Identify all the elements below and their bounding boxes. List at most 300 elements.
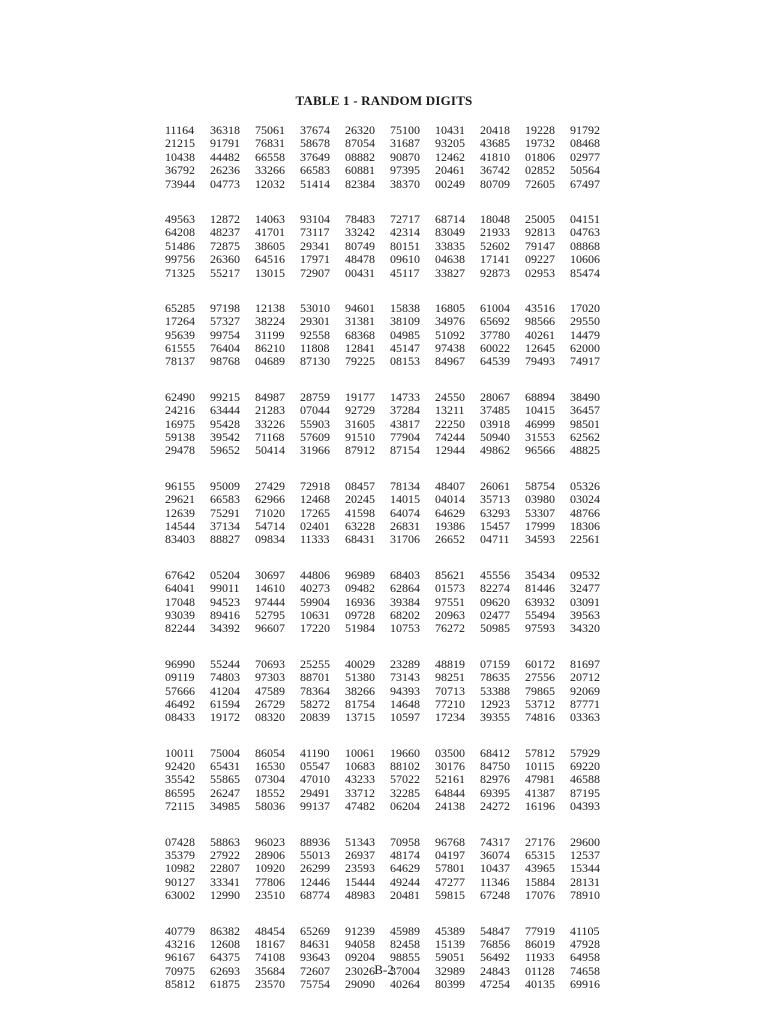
digit-group: 34976 [435, 314, 465, 329]
digit-group: 43216 [165, 936, 195, 951]
digit-group: 41190 [300, 745, 330, 760]
digit-group: 15457 [480, 518, 510, 533]
digit-group: 55244 [210, 656, 240, 671]
digit-group: 47589 [255, 683, 285, 698]
digit-group: 72115 [165, 799, 195, 814]
digit-block [165, 213, 615, 280]
digit-group: 10437 [480, 861, 510, 876]
digit-group: 53712 [525, 696, 555, 711]
digit-group: 84987 [255, 389, 285, 404]
digit-row [165, 431, 615, 444]
digit-group: 02953 [525, 265, 555, 280]
digit-group: 64516 [255, 252, 285, 267]
digit-row [165, 493, 615, 506]
digit-group: 64539 [480, 354, 510, 369]
digit-group: 87130 [300, 354, 330, 369]
digit-group: 73944 [165, 176, 195, 191]
digit-group: 31706 [390, 532, 420, 547]
digit-group: 87771 [570, 696, 600, 711]
digit-group: 43817 [390, 416, 420, 431]
digit-group: 10920 [255, 861, 285, 876]
digit-group: 36318 [210, 123, 240, 137]
digit-row [165, 622, 615, 635]
digit-group: 01806 [525, 149, 555, 164]
digit-group: 56492 [480, 950, 510, 965]
digit-group: 36792 [165, 163, 195, 178]
digit-group: 59138 [165, 430, 195, 445]
digit-group: 98501 [570, 416, 600, 431]
digit-group: 45989 [390, 923, 420, 938]
digit-block [165, 124, 615, 191]
digit-group: 48819 [435, 656, 465, 671]
digit-group: 40029 [345, 656, 375, 671]
digit-group: 79225 [345, 354, 375, 369]
digit-group: 26299 [300, 861, 330, 876]
digit-group: 75291 [210, 505, 240, 520]
digit-group: 78134 [390, 478, 420, 493]
digit-group: 15444 [345, 874, 375, 889]
digit-group: 90127 [165, 874, 195, 889]
digit-row [165, 124, 615, 137]
digit-group: 16530 [255, 759, 285, 774]
digit-group: 28759 [300, 389, 330, 404]
digit-group: 69916 [570, 977, 600, 992]
digit-group: 93205 [435, 136, 465, 151]
digit-group: 31966 [300, 443, 330, 458]
digit-row [165, 253, 615, 266]
digit-group: 82384 [345, 176, 375, 191]
digit-group: 14648 [390, 696, 420, 711]
digit-group: 40264 [390, 977, 420, 992]
digit-group: 97198 [210, 300, 240, 315]
digit-group: 09728 [345, 607, 375, 622]
digit-group: 76831 [255, 136, 285, 151]
digit-group: 76404 [210, 341, 240, 356]
digit-group: 52795 [255, 607, 285, 622]
digit-group: 62693 [210, 963, 240, 978]
digit-row [165, 533, 615, 546]
digit-group: 21215 [165, 136, 195, 151]
digit-group: 98768 [210, 354, 240, 369]
digit-block [165, 569, 615, 636]
digit-group: 41598 [345, 505, 375, 520]
digit-group: 51092 [435, 327, 465, 342]
digit-group: 64844 [435, 785, 465, 800]
digit-group: 03091 [570, 594, 600, 609]
digit-group: 22250 [435, 416, 465, 431]
digit-group: 19228 [525, 123, 555, 137]
digit-group: 96566 [525, 443, 555, 458]
digit-group: 43965 [525, 861, 555, 876]
digit-group: 03918 [480, 416, 510, 431]
digit-group: 25005 [525, 211, 555, 226]
digit-group: 68412 [480, 745, 510, 760]
digit-group: 92729 [345, 403, 375, 418]
digit-group: 76272 [435, 621, 465, 636]
digit-group: 77210 [435, 696, 465, 711]
digit-group: 10597 [390, 710, 420, 725]
digit-group: 02401 [300, 518, 330, 533]
digit-group: 30697 [255, 567, 285, 582]
digit-group: 44806 [300, 567, 330, 582]
digit-group: 09227 [525, 252, 555, 267]
digit-group: 87054 [345, 136, 375, 151]
digit-group: 99011 [210, 581, 240, 596]
digit-group: 68894 [525, 389, 555, 404]
digit-group: 61875 [210, 977, 240, 992]
digit-group: 57666 [165, 683, 195, 698]
digit-group: 93104 [300, 211, 330, 226]
digit-group: 75100 [390, 123, 420, 137]
digit-group: 14479 [570, 327, 600, 342]
digit-group: 87154 [390, 443, 420, 458]
digit-group: 62562 [570, 430, 600, 445]
digit-group: 38266 [345, 683, 375, 698]
digit-group: 02977 [570, 149, 600, 164]
digit-group: 72605 [525, 176, 555, 191]
digit-group: 27922 [210, 848, 240, 863]
digit-group: 47277 [435, 874, 465, 889]
digit-group: 20245 [345, 492, 375, 507]
digit-group: 93039 [165, 607, 195, 622]
digit-group: 12872 [210, 211, 240, 226]
digit-group: 48983 [345, 888, 375, 903]
digit-group: 18552 [255, 785, 285, 800]
digit-group: 10431 [435, 123, 465, 137]
digit-group: 22807 [210, 861, 240, 876]
digit-group: 37649 [300, 149, 330, 164]
digit-group: 68403 [390, 567, 420, 582]
digit-group: 07304 [255, 772, 285, 787]
digit-group: 09532 [570, 567, 600, 582]
digit-group: 92813 [525, 225, 555, 240]
digit-group: 36457 [570, 403, 600, 418]
digit-row [165, 302, 615, 315]
digit-group: 69395 [480, 785, 510, 800]
digit-group: 72717 [390, 211, 420, 226]
digit-group: 06204 [390, 799, 420, 814]
digit-group: 50564 [570, 163, 600, 178]
digit-group: 08320 [255, 710, 285, 725]
digit-group: 13715 [345, 710, 375, 725]
digit-group: 51486 [165, 238, 195, 253]
digit-group: 07159 [480, 656, 510, 671]
digit-group: 92069 [570, 683, 600, 698]
digit-group: 53307 [525, 505, 555, 520]
digit-group: 17971 [300, 252, 330, 267]
digit-group: 12990 [210, 888, 240, 903]
digit-group: 17141 [480, 252, 510, 267]
digit-group: 37485 [480, 403, 510, 418]
digit-group: 37134 [210, 518, 240, 533]
digit-group: 23026 [345, 963, 375, 978]
digit-row [165, 404, 615, 417]
digit-group: 96989 [345, 567, 375, 582]
digit-group: 33341 [210, 874, 240, 889]
digit-group: 23593 [345, 861, 375, 876]
digit-group: 45556 [480, 567, 510, 582]
digit-group: 63932 [525, 594, 555, 609]
digit-group: 81697 [570, 656, 600, 671]
digit-group: 24138 [435, 799, 465, 814]
digit-group: 96768 [435, 834, 465, 849]
digit-group: 77919 [525, 923, 555, 938]
digit-group: 47254 [480, 977, 510, 992]
digit-group: 48174 [390, 848, 420, 863]
digit-row [165, 849, 615, 862]
digit-group: 43685 [480, 136, 510, 151]
digit-group: 21283 [255, 403, 285, 418]
digit-group: 20963 [435, 607, 465, 622]
digit-group: 50414 [255, 443, 285, 458]
digit-group: 74108 [255, 950, 285, 965]
digit-group: 15838 [390, 300, 420, 315]
digit-group: 40135 [525, 977, 555, 992]
digit-group: 24550 [435, 389, 465, 404]
digit-group: 92558 [300, 327, 330, 342]
digit-group: 20712 [570, 670, 600, 685]
digit-group: 43516 [525, 300, 555, 315]
digit-group: 47010 [300, 772, 330, 787]
digit-group: 63228 [345, 518, 375, 533]
digit-group: 04763 [570, 225, 600, 240]
digit-group: 08433 [165, 710, 195, 725]
digit-group: 07428 [165, 834, 195, 849]
digit-group: 04638 [435, 252, 465, 267]
digit-row [165, 747, 615, 760]
digit-group: 45147 [390, 341, 420, 356]
digit-group: 79147 [525, 238, 555, 253]
digit-group: 49244 [390, 874, 420, 889]
digit-group: 23289 [390, 656, 420, 671]
digit-group: 38370 [390, 176, 420, 191]
digit-row [165, 862, 615, 875]
digit-group: 93643 [300, 950, 330, 965]
digit-group: 32989 [435, 963, 465, 978]
digit-group: 78635 [480, 670, 510, 685]
digit-group: 65269 [300, 923, 330, 938]
digit-group: 16805 [435, 300, 465, 315]
digit-row [165, 658, 615, 671]
digit-group: 04014 [435, 492, 465, 507]
digit-group: 09482 [345, 581, 375, 596]
digit-row [165, 671, 615, 684]
digit-group: 73117 [300, 225, 330, 240]
digit-group: 49563 [165, 211, 195, 226]
digit-group: 69220 [570, 759, 600, 774]
digit-group: 68202 [390, 607, 420, 622]
digit-row [165, 391, 615, 404]
digit-group: 04151 [570, 211, 600, 226]
digit-group: 82244 [165, 621, 195, 636]
digit-group: 77904 [390, 430, 420, 445]
digit-group: 98855 [390, 950, 420, 965]
digit-group: 03980 [525, 492, 555, 507]
digit-group: 34985 [210, 799, 240, 814]
digit-group: 83403 [165, 532, 195, 547]
digit-group: 95009 [210, 478, 240, 493]
digit-group: 96023 [255, 834, 285, 849]
digit-group: 04689 [255, 354, 285, 369]
digit-row [165, 315, 615, 328]
digit-group: 12944 [435, 443, 465, 458]
digit-group: 41105 [570, 923, 600, 938]
digit-group: 26061 [480, 478, 510, 493]
digit-group: 26247 [210, 785, 240, 800]
digit-group: 57609 [300, 430, 330, 445]
digit-group: 97444 [255, 594, 285, 609]
digit-group: 13015 [255, 265, 285, 280]
digit-group: 60881 [345, 163, 375, 178]
digit-group: 10606 [570, 252, 600, 267]
digit-group: 14063 [255, 211, 285, 226]
digit-group: 72907 [300, 265, 330, 280]
digit-group: 51343 [345, 834, 375, 849]
digit-block [165, 480, 615, 547]
digit-group: 91239 [345, 923, 375, 938]
digit-group: 72875 [210, 238, 240, 253]
digit-group: 61555 [165, 341, 195, 356]
digit-group: 09834 [255, 532, 285, 547]
digit-group: 75754 [300, 977, 330, 992]
digit-group: 94058 [345, 936, 375, 951]
digit-group: 17076 [525, 888, 555, 903]
digit-group: 33266 [255, 163, 285, 178]
digit-group: 04985 [390, 327, 420, 342]
digit-group: 48407 [435, 478, 465, 493]
digit-group: 08882 [345, 149, 375, 164]
digit-group: 98251 [435, 670, 465, 685]
digit-group: 80749 [345, 238, 375, 253]
digit-row [165, 329, 615, 342]
digit-group: 62000 [570, 341, 600, 356]
digit-group: 66558 [255, 149, 285, 164]
digit-group: 67497 [570, 176, 600, 191]
digit-row [165, 925, 615, 938]
digit-group: 40273 [300, 581, 330, 596]
digit-group: 20481 [390, 888, 420, 903]
digit-group: 81754 [345, 696, 375, 711]
digit-group: 57022 [390, 772, 420, 787]
digit-row [165, 609, 615, 622]
digit-group: 20461 [435, 163, 465, 178]
digit-group: 62966 [255, 492, 285, 507]
digit-group: 37004 [390, 963, 420, 978]
digit-group: 02477 [480, 607, 510, 622]
digit-row [165, 773, 615, 786]
digit-group: 33712 [345, 785, 375, 800]
digit-block [165, 391, 615, 458]
digit-group: 12446 [300, 874, 330, 889]
digit-group: 40261 [525, 327, 555, 342]
digit-row [165, 698, 615, 711]
digit-group: 53388 [480, 683, 510, 698]
digit-group: 92420 [165, 759, 195, 774]
digit-group: 12537 [570, 848, 600, 863]
digit-group: 41701 [255, 225, 285, 240]
digit-group: 83049 [435, 225, 465, 240]
digit-group: 45117 [390, 265, 420, 280]
digit-group: 12841 [345, 341, 375, 356]
digit-group: 74244 [435, 430, 465, 445]
digit-group: 99756 [165, 252, 195, 267]
digit-group: 95428 [210, 416, 240, 431]
digit-row [165, 226, 615, 239]
digit-group: 10982 [165, 861, 195, 876]
digit-group: 37674 [300, 123, 330, 137]
digit-group: 51380 [345, 670, 375, 685]
digit-group: 73143 [390, 670, 420, 685]
digit-group: 40779 [165, 923, 195, 938]
digit-group: 88102 [390, 759, 420, 774]
digit-group: 16975 [165, 416, 195, 431]
digit-group: 99215 [210, 389, 240, 404]
digit-group: 24272 [480, 799, 510, 814]
digit-group: 29621 [165, 492, 195, 507]
digit-group: 29301 [300, 314, 330, 329]
digit-group: 58863 [210, 834, 240, 849]
digit-group: 08868 [570, 238, 600, 253]
digit-group: 55013 [300, 848, 330, 863]
digit-group: 19386 [435, 518, 465, 533]
digit-group: 91792 [570, 123, 600, 137]
digit-group: 12923 [480, 696, 510, 711]
digit-group: 86054 [255, 745, 285, 760]
digit-group: 94601 [345, 300, 375, 315]
digit-group: 07044 [300, 403, 330, 418]
digit-group: 10753 [390, 621, 420, 636]
digit-group: 78910 [570, 888, 600, 903]
digit-group: 17999 [525, 518, 555, 533]
digit-group: 94523 [210, 594, 240, 609]
digit-group: 12608 [210, 936, 240, 951]
digit-group: 90870 [390, 149, 420, 164]
digit-group: 71325 [165, 265, 195, 280]
digit-group: 31553 [525, 430, 555, 445]
digit-group: 62864 [390, 581, 420, 596]
digit-group: 58272 [300, 696, 330, 711]
digit-group: 23570 [255, 977, 285, 992]
digit-group: 57812 [525, 745, 555, 760]
digit-group: 65315 [525, 848, 555, 863]
digit-group: 61594 [210, 696, 240, 711]
digit-group: 74917 [570, 354, 600, 369]
digit-group: 81446 [525, 581, 555, 596]
digit-group: 08468 [570, 136, 600, 151]
digit-group: 21933 [480, 225, 510, 240]
digit-group: 70958 [390, 834, 420, 849]
digit-group: 59904 [300, 594, 330, 609]
digit-group: 42314 [390, 225, 420, 240]
digit-row [165, 938, 615, 951]
digit-group: 25255 [300, 656, 330, 671]
digit-group: 51984 [345, 621, 375, 636]
digit-row [165, 978, 615, 991]
digit-group: 09620 [480, 594, 510, 609]
digit-group: 68774 [300, 888, 330, 903]
digit-group: 82274 [480, 581, 510, 596]
digit-group: 64629 [435, 505, 465, 520]
digit-group: 86210 [255, 341, 285, 356]
digit-group: 57929 [570, 745, 600, 760]
digit-group: 15884 [525, 874, 555, 889]
digit-row [165, 507, 615, 520]
digit-group: 18167 [255, 936, 285, 951]
digit-group: 01128 [525, 963, 555, 978]
digit-group: 29341 [300, 238, 330, 253]
digit-group: 37284 [390, 403, 420, 418]
digit-group: 17264 [165, 314, 195, 329]
